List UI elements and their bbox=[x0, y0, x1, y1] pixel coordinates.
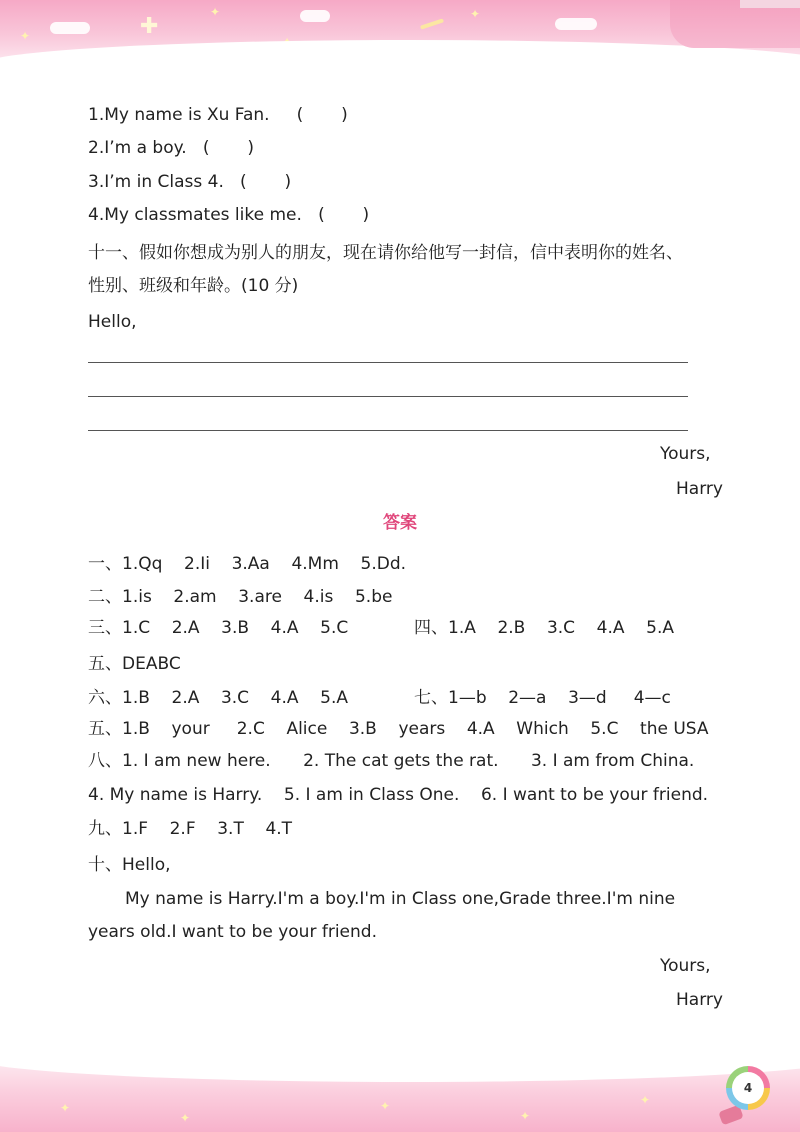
answer-row-6: 五、1.B your 2.C Alice 3.B years 4.A Which 5.C the USA bbox=[88, 719, 709, 739]
answer-row-9: 九、1.F 2.F 3.T 4.T bbox=[88, 819, 293, 839]
answer-closing: Yours, bbox=[660, 956, 711, 976]
writing-line[interactable] bbox=[88, 396, 688, 397]
question-2: 2.I’m a boy. ( ) bbox=[88, 138, 254, 158]
letter-closing: Yours, bbox=[660, 444, 711, 464]
question-4: 4.My classmates like me. ( ) bbox=[88, 205, 370, 225]
answer-row-1: 一、1.Qq 2.Ii 3.Aa 4.Mm 5.Dd. bbox=[88, 554, 407, 574]
stick-decoration bbox=[420, 18, 444, 29]
question-3: 3.I’m in Class 4. ( ) bbox=[88, 172, 292, 192]
question-1: 1.My name is Xu Fan. ( ) bbox=[88, 105, 348, 125]
answer-row-3a: 三、1.C 2.A 3.B 4.A 5.C bbox=[88, 618, 349, 638]
page-number: 4 bbox=[732, 1072, 764, 1104]
star-icon: ✦ bbox=[640, 1093, 651, 1107]
letter-greeting: Hello, bbox=[88, 312, 137, 332]
letter-signature: Harry bbox=[676, 479, 723, 499]
answer-signature: Harry bbox=[676, 990, 723, 1010]
answer-row-10: 十、Hello, bbox=[88, 855, 171, 875]
answer-row-8: 4. My name is Harry. 5. I am in Class One. 6. I want to be your friend. bbox=[88, 785, 709, 805]
star-icon: ✦ bbox=[210, 5, 221, 19]
corner-decoration bbox=[670, 0, 800, 48]
answer-letter-line-2: years old.I want to be your friend. bbox=[88, 922, 377, 942]
footer-wave bbox=[0, 1062, 800, 1082]
page-number-badge bbox=[726, 1066, 770, 1110]
answer-row-7: 八、1. I am new here. 2. The cat gets the rat. 3. I am from China. bbox=[88, 751, 695, 771]
writing-line[interactable] bbox=[88, 430, 688, 431]
footer-decoration bbox=[0, 1062, 800, 1132]
cloud-icon bbox=[50, 22, 90, 34]
section11-prompt: 十一、假如你想成为别人的朋友，现在请你给他写一封信，信中表明你的姓名、 bbox=[88, 243, 683, 263]
star-icon: ✦ bbox=[180, 1111, 191, 1125]
star-icon: ✦ bbox=[520, 1109, 531, 1123]
cloud-icon bbox=[300, 10, 330, 22]
answer-row-2: 二、1.is 2.am 3.are 4.is 5.be bbox=[88, 587, 393, 607]
section11-prompt-cont: 性别、班级和年龄。(10 分) bbox=[88, 276, 299, 296]
corner-ribbon bbox=[740, 0, 800, 8]
answer-row-4: 五、DEABC bbox=[88, 654, 181, 674]
answer-heading: 答案 bbox=[383, 513, 417, 533]
star-icon: ✦ bbox=[20, 29, 31, 43]
answer-row-5b: 七、1—b 2—a 3—d 4—c bbox=[414, 688, 671, 708]
answer-row-5a: 六、1.B 2.A 3.C 4.A 5.A bbox=[88, 688, 348, 708]
star-icon: ✦ bbox=[380, 1099, 391, 1113]
star-icon: ✦ bbox=[470, 7, 481, 21]
answer-row-3b: 四、1.A 2.B 3.C 4.A 5.A bbox=[414, 618, 674, 638]
cloud-icon bbox=[555, 18, 597, 30]
writing-line[interactable] bbox=[88, 362, 688, 363]
answer-letter-line-1: My name is Harry.I'm a boy.I'm in Class one,Grade three.I'm nine bbox=[125, 889, 676, 909]
star-icon: ✦ bbox=[60, 1101, 71, 1115]
sparkle-icon: ✚ bbox=[140, 14, 159, 39]
